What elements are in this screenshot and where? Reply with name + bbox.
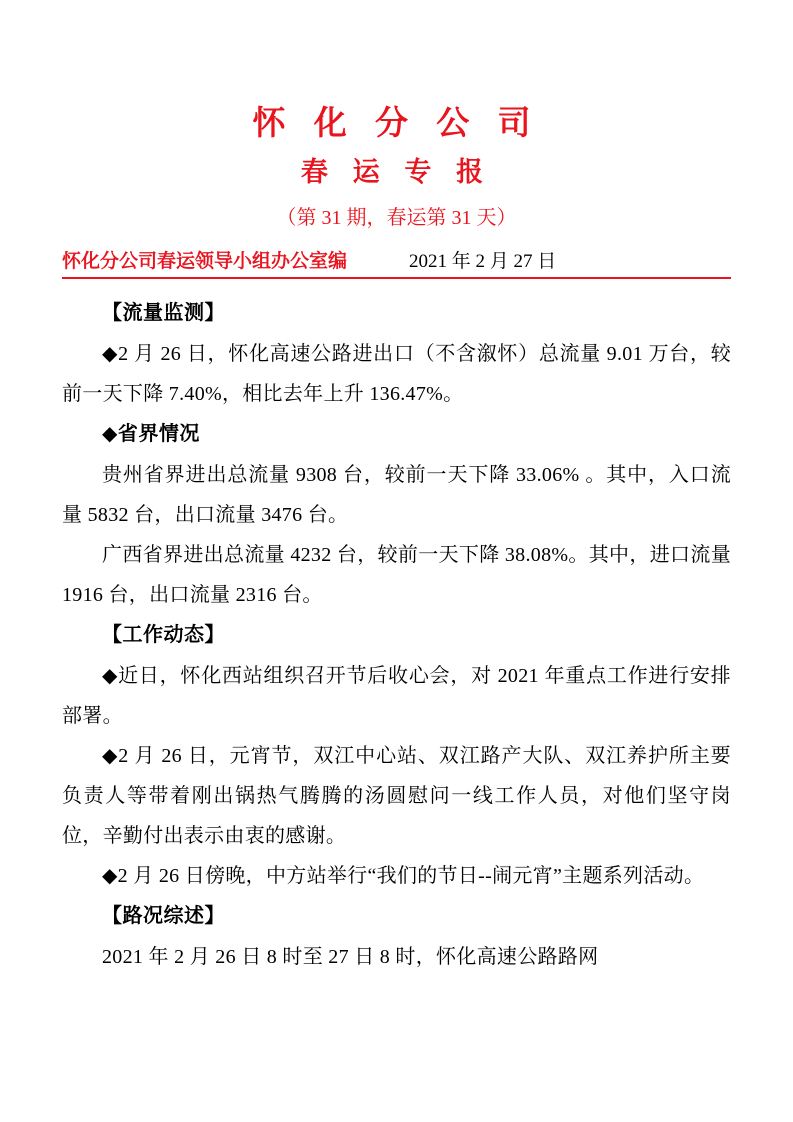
- paragraph: ◆2 月 26 日，怀化高速公路进出口（不含溆怀）总流量 9.01 万台，较前一天下降 7.40%，相比去年上升 136.47%。: [62, 342, 731, 405]
- document-editor: 怀化分公司春运领导小组办公室编: [62, 250, 348, 272]
- document-meta-row: [62, 246, 731, 279]
- document-issue-line: （第 31 期，春运第 31 天）: [276, 206, 517, 229]
- section-heading-work-updates: 【工作动态】: [102, 623, 225, 646]
- paragraph: ◆2 月 26 日，元宵节，双江中心站、双江路产大队、双江养护所主要负责人等带着刚出锅热气腾腾的汤圆慰问一线工作人员，对他们坚守岗位，辛勤付出表示由衷的感谢。: [62, 744, 731, 847]
- paragraph: 贵州省界进出总流量 9308 台，较前一天下降 33.06% 。其中，入口流量 5832 台，出口流量 3476 台。: [62, 463, 731, 526]
- paragraph: ◆2 月 26 日傍晚，中方站举行“我们的节日--闹元宵”主题系列活动。: [102, 864, 705, 887]
- paragraph: ◆近日，怀化西站组织召开节后收心会，对 2021 年重点工作进行安排部署。: [62, 664, 731, 727]
- subsection-heading-provincial-border: ◆省界情况: [102, 422, 200, 445]
- document-date: 2021 年 2 月 27 日: [409, 250, 557, 272]
- section-heading-traffic-monitoring: 【流量监测】: [102, 301, 225, 324]
- document-title-sub: 春 运 专 报: [300, 156, 493, 187]
- document-body: [62, 293, 731, 977]
- paragraph: 2021 年 2 月 26 日 8 时至 27 日 8 时，怀化高速公路路网: [102, 945, 599, 968]
- section-heading-road-conditions: 【路况综述】: [102, 904, 225, 927]
- paragraph: 广西省界进出总流量 4232 台，较前一天下降 38.08%。其中，进口流量 1916 台，出口流量 2316 台。: [62, 543, 731, 606]
- document-title-main: 怀 化 分 公 司: [252, 106, 541, 142]
